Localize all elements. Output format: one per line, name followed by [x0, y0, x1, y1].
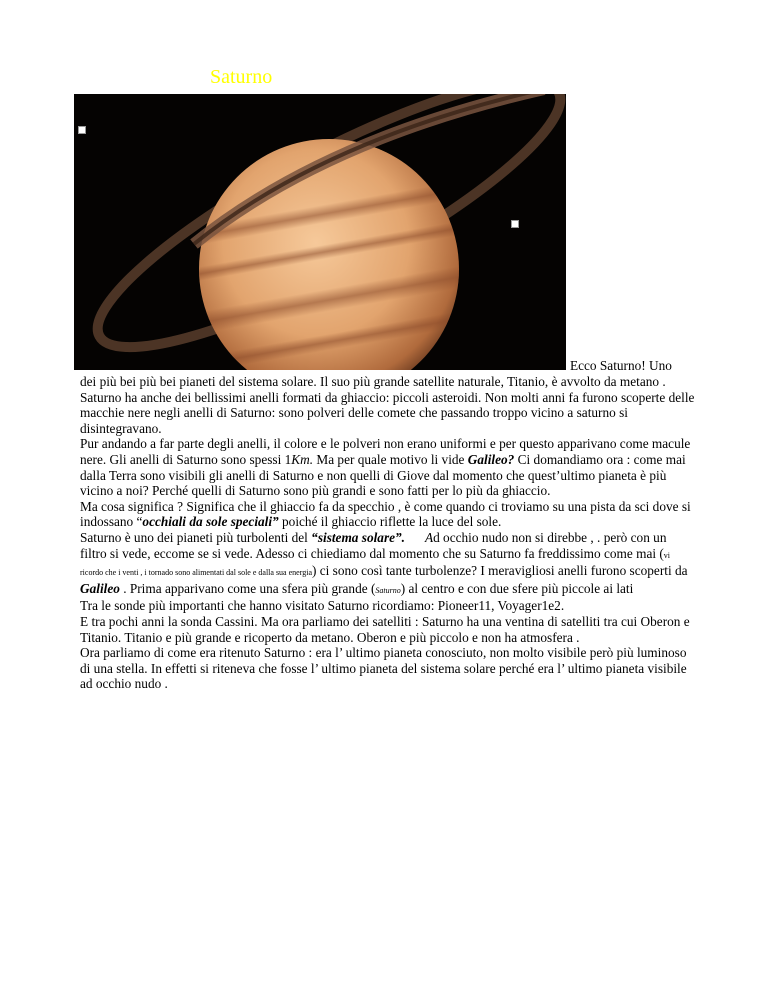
- paragraph: Pur andando a far parte degli anelli, il colore e le polveri non erano uniformi e per questo apparivano come macule nere. Gli anelli di Saturno sono spessi 1Km. Ma per quale motivo li vide Galileo? Ci domandiamo ora : come mai dalla Terra sono visibili gli anelli di Saturno e non quelli di Giove dal momento che quest’ultimo pianeta è più vicino a noi? Perché quelli di Saturno sono più grandi e sono fatti per lo più da ghiaccio.: [80, 436, 691, 499]
- paragraph: Ora parliamo di come era ritenuto Saturno : era l’ ultimo pianeta conosciuto, non molto visibile però più luminoso di una stella. In effetti si riteneva che fosse l’ ultimo pianeta del sistema solare perché era l’ ultimo pianeta visibile ad occhio nudo .: [80, 645, 687, 692]
- article-body: [80, 374, 695, 692]
- paragraph: Ma cosa significa ? Significa che il ghiaccio fa da specchio , è come quando ci troviamo su una pista da sci dove si indossano “occhiali da sole speciali” poiché il ghiaccio riflette la luce del sole.: [80, 498, 691, 530]
- page-title: Saturno: [210, 66, 273, 88]
- paragraph: dei più bei più bei pianeti del sistema solare. Il suo più grande satellite naturale, Titanio, è avvolto da metano . Saturno ha anche dei bellissimi anelli formati da ghiaccio: piccoli asteroidi. Non molti anni fa furono scoperte delle macchie nere negli anelli di Saturno: sono polveri delle comete che passando troppo vicino a saturno si disintegravano.: [80, 374, 695, 436]
- intro-text: Ecco Saturno! Uno: [570, 358, 672, 373]
- saturn-photo: [74, 94, 566, 370]
- saturn-illustration: [74, 94, 566, 370]
- bullet-marker: [511, 220, 519, 228]
- paragraph: Saturno è uno dei pianeti più turbolenti del “sistema solare”. Ad occhio nudo non si direbbe , . però con un filtro si vede, eccome se si vede. Adesso ci chiediamo dal momento che su Saturno fa freddissimo come mai (vi ricordo che i venti , i tornado sono alimentati dal sole e dalla sua energia) ci sono così tante turbolenze? I meravigliosi anelli furono scoperti da Galileo . Prima apparivano come una sfera più grande (Saturno) al centro e con due sfere più piccole ai lati: [80, 529, 688, 596]
- paragraph: E tra pochi anni la sonda Cassini. Ma ora parliamo dei satelliti : Saturno ha una ventina di satelliti tra cui Oberon e Titanio. Titanio e più grande e ricoperto da metano. Oberon e più piccolo e non ha atmosfera .: [80, 613, 690, 645]
- bullet-marker: [78, 126, 86, 134]
- paragraph: Tra le sonde più importanti che hanno visitato Saturno ricordiamo: Pioneer11, Voyager1e2.: [80, 598, 565, 614]
